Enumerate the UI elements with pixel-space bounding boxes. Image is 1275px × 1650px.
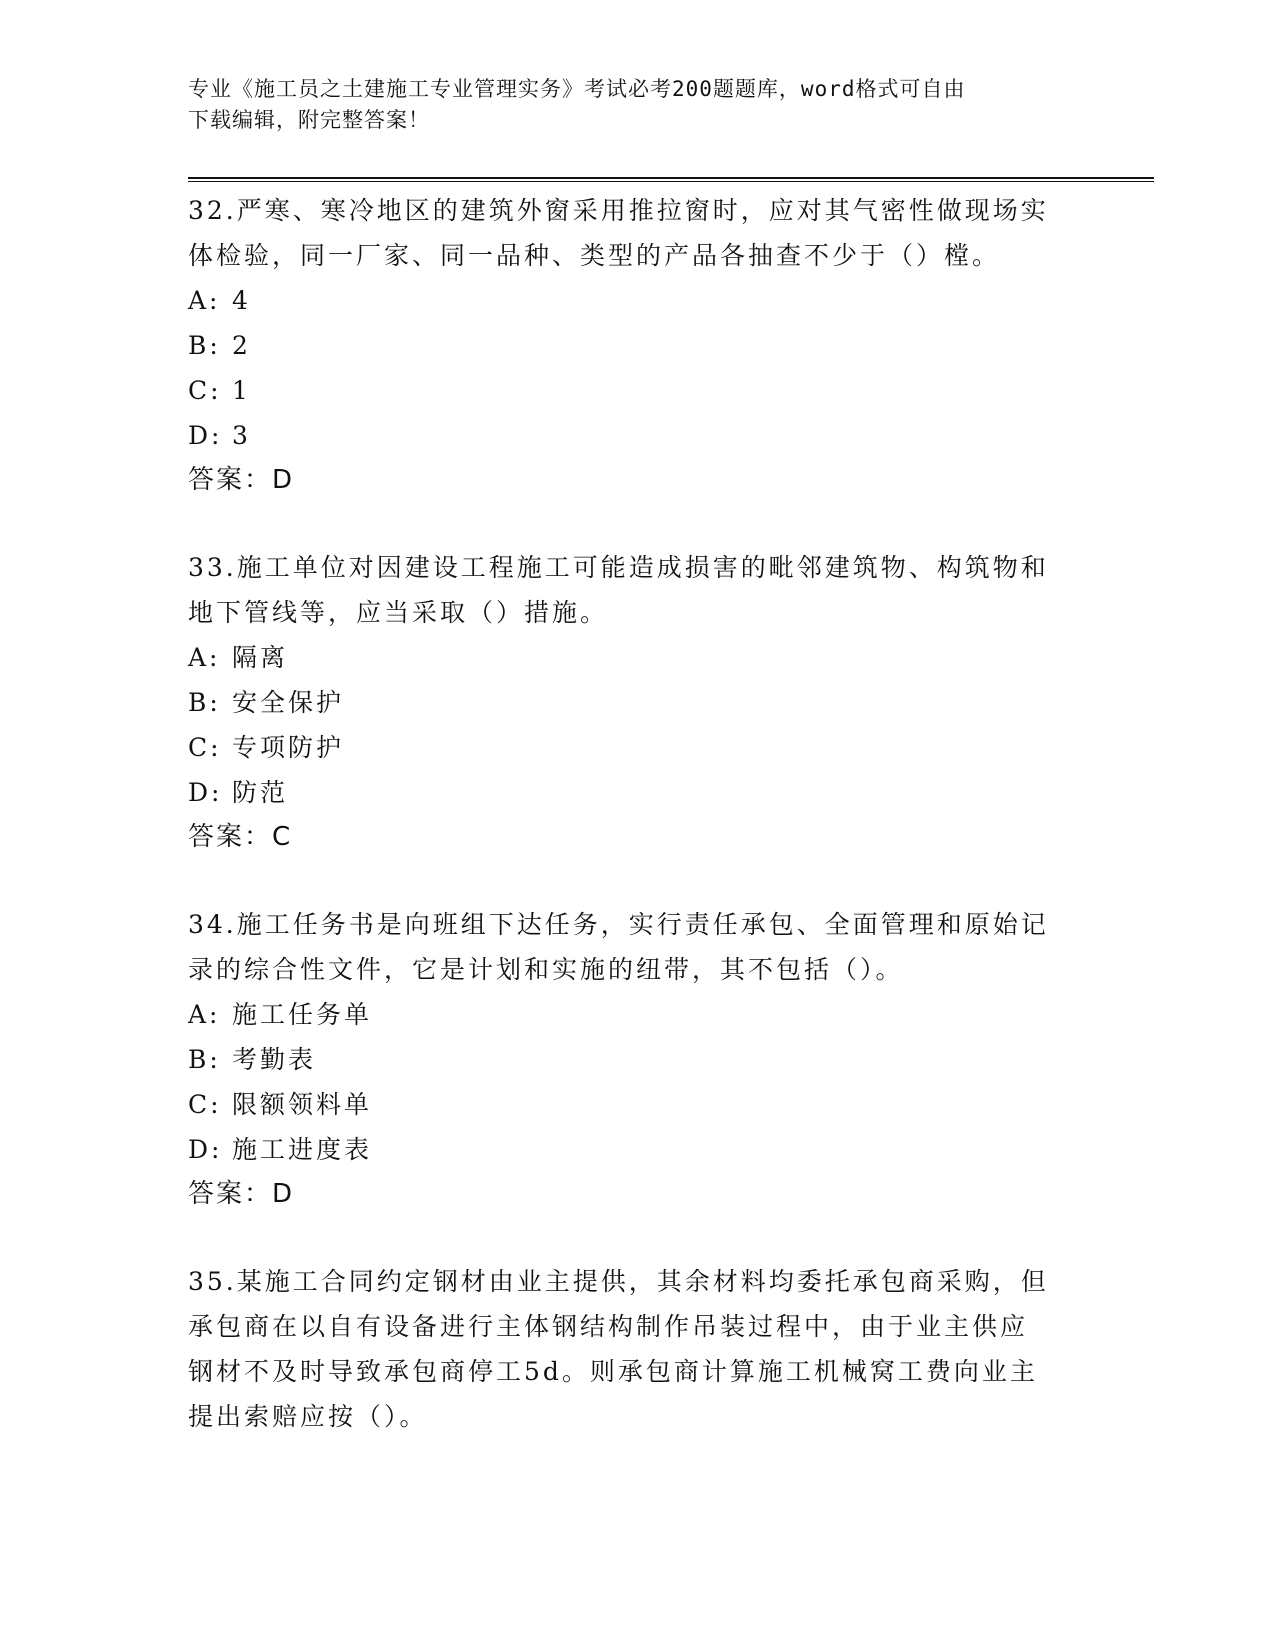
option-key: D: (188, 778, 223, 807)
option-key: B: (188, 688, 221, 717)
header-divider (188, 177, 1154, 182)
option-text: 施工进度表 (232, 1135, 373, 1164)
question-text (188, 902, 1088, 992)
option-c (188, 1082, 1088, 1127)
answer-line: 答案：C (188, 822, 293, 852)
option-key: C: (188, 376, 222, 405)
option-a (188, 278, 1088, 323)
option-a (188, 635, 1088, 680)
option-text: 防范 (232, 778, 289, 807)
option-text: 安全保护 (232, 688, 345, 717)
option-d (188, 413, 1088, 458)
option-key: B: (188, 331, 221, 360)
option-key: C: (188, 1090, 222, 1119)
option-b (188, 1037, 1088, 1082)
question-33 (188, 545, 1088, 859)
header-line-2: 下载编辑，附完整答案！ (188, 108, 430, 132)
option-key: D: (188, 1135, 223, 1164)
question-line: 承包商在以自有设备进行主体钢结构制作吊装过程中，由于业主供应 (188, 1312, 1029, 1341)
option-text: 限额领料单 (232, 1090, 373, 1119)
question-text (188, 1259, 1088, 1439)
option-key: A: (188, 643, 221, 672)
answer-line: 答案：D (188, 1179, 295, 1209)
option-c (188, 368, 1088, 413)
question-line: 34.施工任务书是向班组下达任务，实行责任承包、全面管理和原始记 (188, 910, 1049, 939)
question-line: 35.某施工合同约定钢材由业主提供，其余材料均委托承包商采购，但 (188, 1267, 1049, 1296)
answer-line: 答案：D (188, 465, 295, 495)
question-line: 体检验，同一厂家、同一品种、类型的产品各抽查不少于（）樘。 (188, 241, 1001, 270)
option-text: 3 (232, 421, 251, 450)
question-line: 地下管线等，应当采取（）措施。 (188, 598, 609, 627)
option-b (188, 680, 1088, 725)
option-text: 专项防护 (232, 733, 345, 762)
header-line-1: 专业《施工员之土建施工专业管理实务》考试必考200题题库，word格式可自由 (188, 77, 966, 101)
option-text: 2 (232, 331, 251, 360)
option-key: A: (188, 1000, 221, 1029)
question-32 (188, 188, 1088, 502)
question-35 (188, 1259, 1088, 1439)
question-line: 提出索赔应按（）。 (188, 1402, 428, 1431)
option-key: A: (188, 286, 221, 315)
option-key: D: (188, 421, 223, 450)
option-text: 4 (232, 286, 251, 315)
option-a (188, 992, 1088, 1037)
question-line: 33.施工单位对因建设工程施工可能造成损害的毗邻建筑物、构筑物和 (188, 553, 1049, 582)
option-d (188, 1127, 1088, 1172)
question-line: 钢材不及时导致承包商停工5d。则承包商计算施工机械窝工费向业主 (188, 1357, 1038, 1386)
option-text: 隔离 (232, 643, 289, 672)
option-text: 考勤表 (232, 1045, 317, 1074)
question-text (188, 188, 1088, 278)
option-b (188, 323, 1088, 368)
document-header (188, 74, 1088, 136)
option-c (188, 725, 1088, 770)
option-text: 施工任务单 (232, 1000, 373, 1029)
question-34 (188, 902, 1088, 1216)
question-list (188, 188, 1088, 1439)
question-text (188, 545, 1088, 635)
question-line: 32.严寒、寒冷地区的建筑外窗采用推拉窗时，应对其气密性做现场实 (188, 196, 1049, 225)
option-key: B: (188, 1045, 221, 1074)
option-key: C: (188, 733, 222, 762)
option-text: 1 (232, 376, 251, 405)
option-d (188, 770, 1088, 815)
question-line: 录的综合性文件，它是计划和实施的纽带，其不包括（）。 (188, 955, 904, 984)
